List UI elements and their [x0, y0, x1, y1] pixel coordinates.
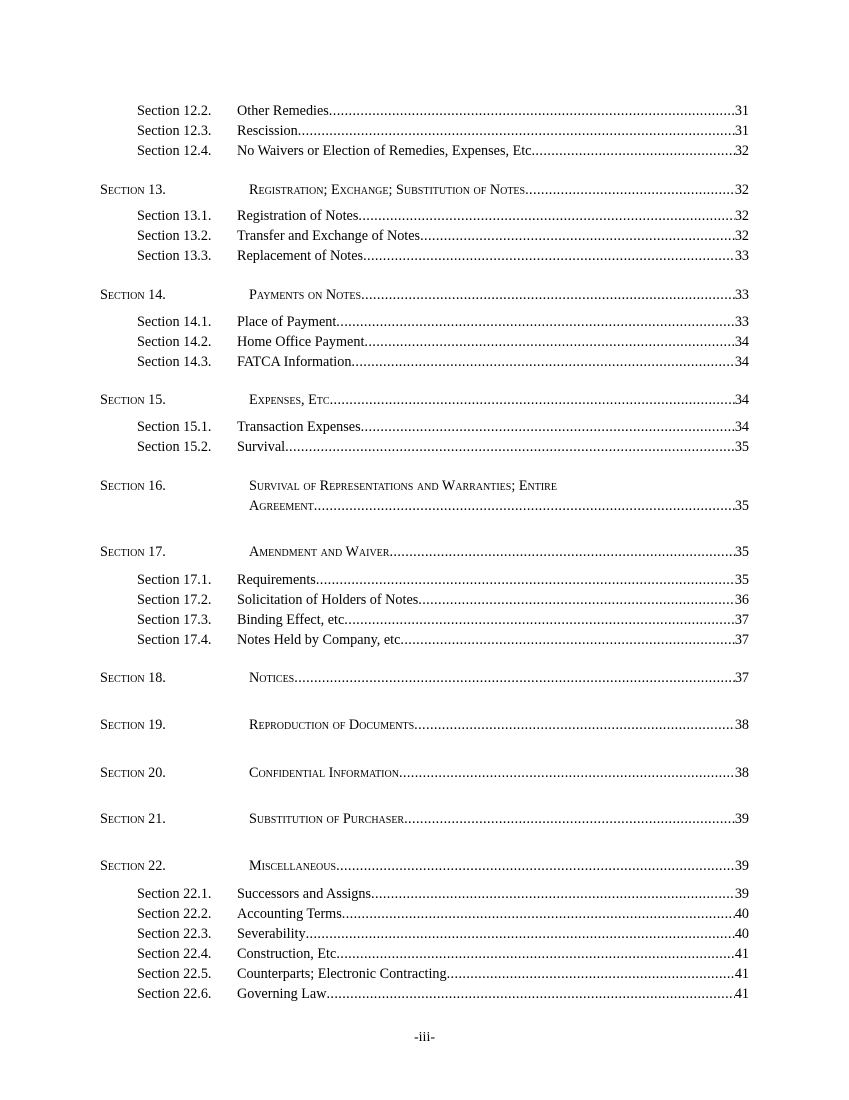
toc-subsection-entry[interactable] [0, 905, 849, 923]
toc-entry-title-line [237, 227, 749, 245]
dot-leader [342, 905, 735, 923]
toc-entry-page: 39 [734, 886, 749, 902]
toc-subsection-entry[interactable] [0, 985, 849, 1003]
toc-entry-page: 39 [734, 811, 749, 827]
toc-section-entry[interactable] [0, 716, 849, 734]
toc-subsection-entry[interactable] [0, 207, 849, 225]
toc-subsection-entry[interactable] [0, 142, 849, 160]
toc-entry-title-line [237, 591, 749, 609]
page-number: -iii- [414, 1030, 435, 1045]
toc-entry-title: Notices [249, 670, 295, 686]
toc-entry-label: Section 17.4. [137, 632, 212, 648]
toc-entry-label: Section 13.1. [137, 208, 212, 224]
toc-entry-title-line [249, 286, 749, 304]
toc-entry-title-line [237, 438, 749, 456]
dot-leader [285, 438, 735, 456]
toc-entry-title: Registration; Exchange; Substitution of Notes [249, 182, 526, 198]
toc-entry-title: Expenses, Etc [249, 392, 330, 408]
toc-entry-label: Section 18. [100, 670, 166, 686]
toc-entry-title: Survival of Representations and Warranties; Entire [249, 478, 557, 494]
toc-entry-label: Section 12.2. [137, 103, 212, 119]
toc-entry-title: Survival [237, 439, 286, 455]
toc-subsection-entry[interactable] [0, 925, 849, 943]
dot-leader [298, 122, 735, 140]
toc-subsection-entry[interactable] [0, 438, 849, 456]
toc-entry-page: 35 [734, 544, 749, 560]
toc-entry-title: Counterparts; Electronic Contracting [237, 966, 447, 982]
toc-subsection-entry[interactable] [0, 885, 849, 903]
toc-entry-title: Replacement of Notes [237, 248, 364, 264]
toc-entry-title: Home Office Payment [237, 334, 365, 350]
toc-entry-page: 33 [734, 287, 749, 303]
toc-entry-page: 35 [734, 498, 749, 514]
toc-entry-label: Section 16. [100, 478, 166, 494]
toc-entry-title: Governing Law [237, 986, 327, 1002]
dot-leader [531, 142, 734, 160]
toc-subsection-entry[interactable] [0, 611, 849, 629]
toc-entry-label: Section 22.6. [137, 986, 212, 1002]
toc-entry-title: Registration of Notes [237, 208, 359, 224]
toc-entry-title-line [249, 764, 749, 782]
toc-entry-title: Reproduction of Documents [249, 717, 415, 733]
toc-entry-title-line [237, 142, 749, 160]
toc-section-entry[interactable] [0, 857, 849, 875]
toc-entry-label: Section 15.1. [137, 419, 212, 435]
toc-entry-label: Section 22. [100, 858, 166, 874]
toc-entry-title-line [237, 965, 749, 983]
toc-entry-title-line [249, 477, 749, 495]
toc-entry-title-line [237, 333, 749, 351]
toc-entry-page: 32 [734, 208, 749, 224]
dot-leader [399, 764, 735, 782]
toc-entry-title-line [237, 571, 749, 589]
dot-leader [404, 810, 735, 828]
toc-entry-page: 36 [734, 592, 749, 608]
toc-entry-page: 37 [734, 612, 749, 628]
toc-entry-page: 33 [734, 248, 749, 264]
toc-entry-page: 40 [734, 926, 749, 942]
dot-leader [447, 965, 735, 983]
dot-leader [344, 611, 735, 629]
toc-entry-title-line [249, 543, 749, 561]
dot-leader [420, 227, 735, 245]
toc-entry-label: Section 15.2. [137, 439, 212, 455]
toc-entry-label: Section 17. [100, 544, 166, 560]
toc-entry-title-line [249, 181, 749, 199]
dot-leader [414, 716, 735, 734]
toc-subsection-entry[interactable] [0, 333, 849, 351]
toc-entry-page: 34 [734, 334, 749, 350]
toc-subsection-entry[interactable] [0, 122, 849, 140]
toc-entry-page: 37 [734, 632, 749, 648]
toc-subsection-entry[interactable] [0, 631, 849, 649]
toc-entry-page: 33 [734, 314, 749, 330]
toc-entry-label: Section 20. [100, 765, 166, 781]
toc-entry-title: Successors and Assigns [237, 886, 371, 902]
toc-entry-title: Substitution of Purchaser [249, 811, 405, 827]
toc-entry-title-line [249, 497, 749, 515]
dot-leader [364, 333, 734, 351]
toc-entry-title-line [237, 885, 749, 903]
toc-entry-page: 32 [734, 143, 749, 159]
toc-entry-title: Solicitation of Holders of Notes [237, 592, 419, 608]
dot-leader [316, 571, 735, 589]
toc-section-entry[interactable] [0, 669, 849, 687]
toc-subsection-entry[interactable] [0, 591, 849, 609]
toc-entry-label: Section 22.2. [137, 906, 212, 922]
toc-entry-title: Binding Effect, etc [237, 612, 345, 628]
toc-subsection-entry[interactable] [0, 418, 849, 436]
toc-entry-label: Section 13. [100, 182, 166, 198]
dot-leader [351, 353, 734, 371]
toc-entry-label: Section 17.1. [137, 572, 212, 588]
toc-entry-title: Rescission [237, 123, 298, 139]
toc-entry-page: 41 [734, 986, 749, 1002]
toc-entry-label: Section 22.5. [137, 966, 212, 982]
toc-entry-title: Notes Held by Company, etc [237, 632, 401, 648]
toc-entry-title-line [237, 905, 749, 923]
toc-entry-label: Section 14.2. [137, 334, 212, 350]
dot-leader [525, 181, 735, 199]
toc-section-entry[interactable] [0, 286, 849, 304]
toc-entry-title-line [249, 857, 749, 875]
toc-entry-title: Accounting Terms [237, 906, 342, 922]
toc-section-entry[interactable] [0, 543, 849, 561]
toc-entry-label: Section 22.3. [137, 926, 212, 942]
toc-entry-title-line [237, 247, 749, 265]
toc-entry-title-line [237, 207, 749, 225]
toc-subsection-entry[interactable] [0, 102, 849, 120]
toc-entry-label: Section 12.3. [137, 123, 212, 139]
toc-entry-title-line [237, 925, 749, 943]
toc-entry-title-line [237, 418, 749, 436]
dot-leader [371, 885, 735, 903]
toc-section-entry[interactable] [0, 391, 849, 409]
toc-entry-page: 35 [734, 439, 749, 455]
toc-entry-title: Transfer and Exchange of Notes [237, 228, 421, 244]
dot-leader [326, 985, 734, 1003]
toc-entry-title: Transaction Expenses [237, 419, 361, 435]
toc-subsection-entry[interactable] [0, 571, 849, 589]
toc-entry-page: 39 [734, 858, 749, 874]
toc-entry-title: FATCA Information [237, 354, 352, 370]
toc-entry-label: Section 17.3. [137, 612, 212, 628]
dot-leader [389, 543, 734, 561]
toc-entry-page: 37 [734, 670, 749, 686]
toc-entry-label: Section 19. [100, 717, 166, 733]
toc-entry-title: Requirements [237, 572, 316, 588]
dot-leader [314, 497, 735, 515]
toc-entry-title: Construction, Etc [237, 946, 337, 962]
toc-entry-title: Place of Payment [237, 314, 337, 330]
toc-entry-page: 31 [734, 123, 749, 139]
toc-section-entry[interactable] [0, 181, 849, 199]
toc-subsection-entry[interactable] [0, 965, 849, 983]
toc-entry-label: Section 13.3. [137, 248, 212, 264]
toc-entry-page: 41 [734, 946, 749, 962]
toc-subsection-entry[interactable] [0, 353, 849, 371]
toc-entry-title: Agreement [249, 498, 314, 514]
dot-leader [330, 391, 735, 409]
toc-entry-label: Section 14.3. [137, 354, 212, 370]
dot-leader [358, 207, 734, 225]
toc-entry-title-line [237, 353, 749, 371]
dot-leader [400, 631, 734, 649]
toc-section-entry[interactable] [0, 477, 849, 495]
toc-subsection-entry[interactable] [0, 227, 849, 245]
toc-entry-title: No Waivers or Election of Remedies, Expenses, Etc [237, 143, 532, 159]
toc-entry-label: Section 14.1. [137, 314, 212, 330]
toc-entry-title-line [237, 945, 749, 963]
toc-entry-page: 38 [734, 765, 749, 781]
toc-entry-page: 31 [734, 103, 749, 119]
toc-entry-page: 34 [734, 392, 749, 408]
toc-entry-label: Section 14. [100, 287, 166, 303]
toc-entry-label: Section 21. [100, 811, 166, 827]
dot-leader [363, 247, 735, 265]
dot-leader [418, 591, 735, 609]
toc-entry-label: Section 12.4. [137, 143, 212, 159]
toc-entry-title-line [237, 611, 749, 629]
toc-entry-page: 32 [734, 228, 749, 244]
toc-entry-title-line [249, 669, 749, 687]
toc-entry-label: Section 22.1. [137, 886, 212, 902]
dot-leader [294, 669, 735, 687]
toc-section-entry[interactable] [0, 764, 849, 782]
toc-entry-page: 38 [734, 717, 749, 733]
dot-leader [361, 418, 735, 436]
toc-entry-title-line [237, 985, 749, 1003]
toc-entry-label: Section 17.2. [137, 592, 212, 608]
toc-entry-title-line [249, 716, 749, 734]
toc-entry-label: Section 13.2. [137, 228, 212, 244]
dot-leader [306, 925, 735, 943]
toc-entry-page: 40 [734, 906, 749, 922]
toc-entry-title-line [237, 631, 749, 649]
dot-leader [336, 945, 735, 963]
toc-section-entry[interactable] [0, 497, 849, 515]
toc-entry-label: Section 22.4. [137, 946, 212, 962]
dot-leader [336, 313, 735, 331]
toc-entry-label: Section 15. [100, 392, 166, 408]
toc-entry-title-line [237, 313, 749, 331]
toc-entry-title: Miscellaneous [249, 858, 337, 874]
toc-entry-page: 34 [734, 354, 749, 370]
toc-section-entry[interactable] [0, 810, 849, 828]
toc-entry-title-line [237, 102, 749, 120]
dot-leader [361, 286, 735, 304]
toc-entry-title: Severability [237, 926, 306, 942]
toc-entry-title-line [237, 122, 749, 140]
toc-entry-page: 32 [734, 182, 749, 198]
toc-entry-title: Amendment and Waiver [249, 544, 390, 560]
toc-entry-title: Payments on Notes [249, 287, 362, 303]
dot-leader [336, 857, 735, 875]
toc-entry-title: Other Remedies [237, 103, 329, 119]
toc-entry-page: 35 [734, 572, 749, 588]
toc-subsection-entry[interactable] [0, 313, 849, 331]
toc-entry-title-line [249, 810, 749, 828]
toc-entry-title: Confidential Information [249, 765, 399, 781]
toc-entry-page: 41 [734, 966, 749, 982]
dot-leader [329, 102, 735, 120]
toc-subsection-entry[interactable] [0, 247, 849, 265]
toc-subsection-entry[interactable] [0, 945, 849, 963]
toc-entry-page: 34 [734, 419, 749, 435]
toc-entry-title-line [249, 391, 749, 409]
